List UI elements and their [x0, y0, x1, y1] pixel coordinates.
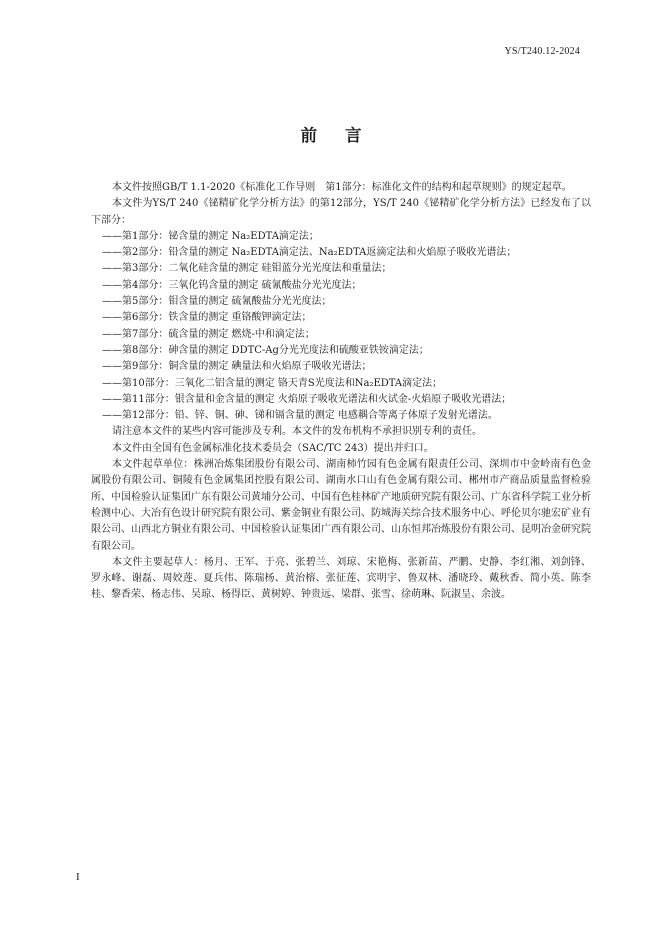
part-label: ——第6部分：	[102, 312, 169, 324]
parts-list	[91, 229, 591, 425]
part-text: 银含量和金含量的测定 火焰原子吸收光谱法和火试金-火焰原子吸收光谱法；	[174, 393, 512, 405]
part-label: ——第10部分：	[102, 377, 175, 389]
part-text: 三氧化钨含量的测定 硫氰酸盐分光光度法；	[168, 279, 362, 291]
part-label: ——第5部分：	[102, 296, 169, 308]
part-text: 硫含量的测定 燃烧-中和滴定法；	[168, 328, 315, 340]
part-text: 铅含量的测定 Na₂EDTA滴定法、Na₂EDTA返滴定法和火焰原子吸收光谱法；	[168, 247, 517, 259]
part-label: ——第1部分：	[102, 230, 169, 242]
paragraph-drafters: 本文件主要起草人：杨月、王军、于亮、张碧兰、刘琼、宋艳梅、张新苗、严鹏、史静、李红湘、刘剑锋、罗永峰、谢磊、周姣莲、夏兵伟、陈瑞杨、黄治榕、张征莲、宾明宇、鲁双林、潘晓玲、戴秋香、简小英、陈李桂、黎香荣、杨志伟、吴琼、杨得臣、黄树婷、钟贵远、梁群、张雪、徐萌琳、阮淑呈、余波。	[91, 556, 591, 601]
part-text: 三氧化二铝含量的测定 铬天青S光度法和Na₂EDTA滴定法；	[174, 377, 443, 389]
part-label: ——第9部分：	[102, 361, 169, 373]
list-item	[91, 310, 591, 326]
paragraph-series-intro: 本文件为YS/T 240《铋精矿化学分析方法》的第12部分，YS/T 240《铋精矿化学分析方法》已经发布了以下部分：	[91, 198, 591, 226]
part-label: ——第3部分：	[102, 263, 169, 275]
part-label: ——第4部分：	[102, 279, 169, 291]
list-item	[91, 294, 591, 310]
part-text: 铋含量的测定 Na₂EDTA滴定法；	[168, 230, 319, 242]
list-item	[91, 376, 591, 392]
part-text: 钼含量的测定 硫氰酸盐分光光度法；	[168, 296, 332, 308]
list-item	[91, 343, 591, 359]
list-item	[91, 245, 591, 261]
part-text: 砷含量的测定 DDTC-Ag分光光度法和硫酸亚铁铵滴定法；	[168, 344, 429, 356]
part-label: ——第12部分：	[102, 410, 175, 422]
part-label: ——第11部分：	[102, 393, 175, 405]
paragraph-patent-notice: 请注意本文件的某些内容可能涉及专利。本文件的发布机构不承担识别专利的责任。	[112, 426, 482, 438]
part-text: 铅、锌、铜、砷、锑和镉含量的测定 电感耦合等离子体原子发射光谱法。	[174, 410, 498, 422]
part-text: 铜含量的测定 碘量法和火焰原子吸收光谱法；	[168, 361, 372, 373]
paragraph-drafting-units: 本文件起草单位：株洲冶炼集团股份有限公司、湖南柿竹园有色金属有限责任公司、深圳市中金岭南有色金属股份有限公司、铜陵有色金属集团控股有限公司、湖南水口山有色金属有限公司、郴州市产商品质量监督检验所、中国检验认证集团广东有限公司黄埔分公司、中国有色桂林矿产地质研究院有限公司、广东省科学院工业分析检测中心、大冶有色设计研究院有限公司、紫金铜业有限公司、防城海关综合技术服务中心、呼伦贝尔驰宏矿业有限公司、山西北方铜业有限公司、中国检验认证集团广西有限公司、山东恒邦冶炼股份有限公司、昆明冶金研究院有限公司。	[91, 459, 591, 552]
list-item	[91, 261, 591, 277]
paragraph-drafting-rules: 本文件按照GB/T 1.1-2020《标准化工作导则 第1部分：标准化文件的结构和起草规则》的规定起草。	[112, 182, 572, 193]
list-item	[91, 327, 591, 343]
paragraph-committee: 本文件由全国有色金属标准化技术委员会（SAC/TC 243）提出并归口。	[112, 442, 434, 454]
part-text: 铁含量的测定 重铬酸钾滴定法；	[168, 312, 312, 324]
list-item	[91, 392, 591, 408]
standard-code: YS/T240.12-2024	[504, 46, 580, 57]
foreword-body	[91, 180, 591, 604]
list-item	[91, 408, 591, 424]
list-item	[91, 359, 591, 375]
part-label: ——第7部分：	[102, 328, 169, 340]
page-number: I	[76, 871, 80, 883]
part-text: 二氧化硅含量的测定 硅钼蓝分光光度法和重量法；	[168, 263, 392, 275]
part-label: ——第2部分：	[102, 247, 169, 259]
page-title: 前言	[300, 126, 390, 145]
part-label: ——第8部分：	[102, 344, 169, 356]
list-item	[91, 229, 591, 245]
list-item	[91, 278, 591, 294]
